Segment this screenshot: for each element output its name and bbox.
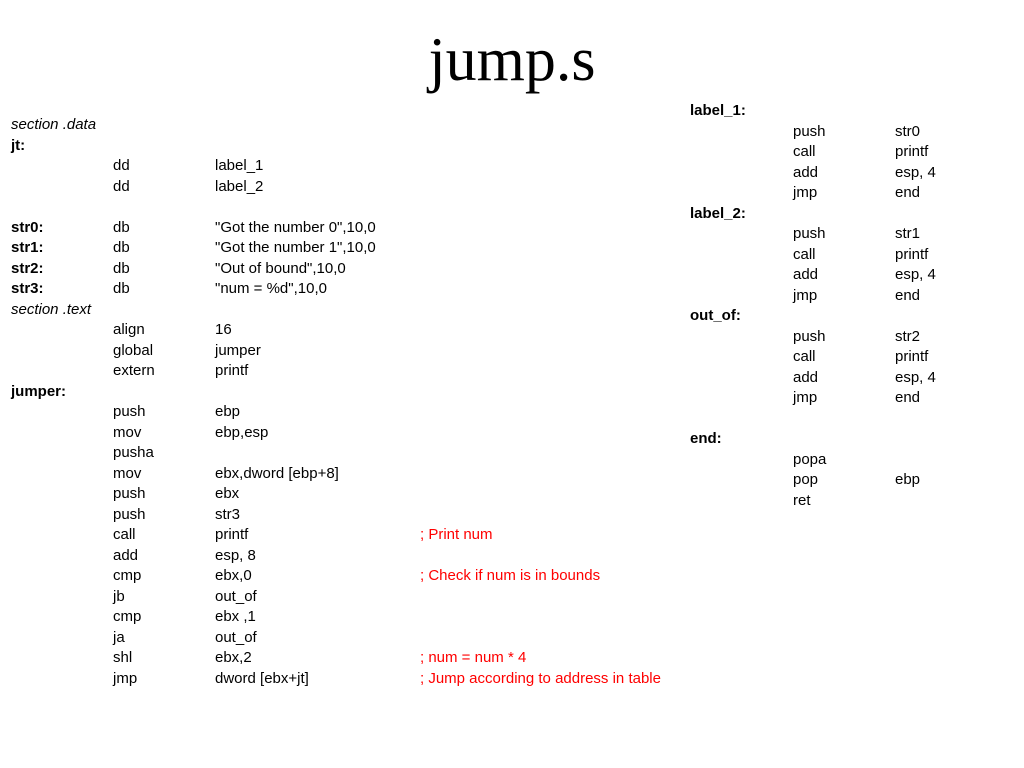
code-line	[11, 628, 691, 649]
code-line	[690, 491, 1010, 512]
instruction-mnemonic: add	[793, 266, 819, 283]
instruction-mnemonic: db	[113, 239, 130, 256]
instruction-operand: ebp	[215, 403, 241, 420]
instruction-mnemonic: jmp	[113, 669, 138, 687]
code-line	[690, 122, 1010, 143]
code-label: label_1:	[690, 102, 746, 119]
instruction-operand: end	[895, 286, 921, 304]
instruction-operand: ebx ,1	[215, 608, 256, 625]
code-comment: ; Check if num is in bounds	[420, 567, 601, 584]
code-comment: ; Print num	[420, 526, 493, 543]
code-line	[11, 320, 691, 341]
code-label: jumper:	[11, 382, 67, 400]
code-line	[11, 238, 691, 259]
code-line	[11, 279, 691, 300]
section-directive: section .text	[11, 300, 92, 318]
instruction-operand: esp, 4	[895, 163, 936, 181]
instruction-mnemonic: push	[793, 122, 826, 140]
code-line	[11, 115, 691, 136]
instruction-operand: label_1	[215, 157, 264, 174]
instruction-mnemonic: dd	[113, 157, 130, 174]
code-comment: ; Jump according to address in table	[420, 669, 661, 687]
code-line	[11, 607, 691, 628]
instruction-operand: printf	[215, 526, 249, 543]
code-line	[690, 470, 1010, 491]
code-line	[11, 156, 691, 177]
code-line	[11, 484, 691, 505]
instruction-mnemonic: ret	[793, 491, 811, 509]
instruction-mnemonic: mov	[113, 423, 142, 441]
code-listing-right	[690, 101, 1010, 511]
code-line	[690, 101, 1010, 122]
code-line	[690, 224, 1010, 245]
instruction-operand: printf	[895, 143, 929, 160]
instruction-mnemonic: popa	[793, 450, 827, 468]
instruction-operand: out_of	[215, 587, 257, 605]
instruction-operand: "num = %d",10,0	[215, 280, 327, 297]
instruction-mnemonic: db	[113, 218, 130, 236]
instruction-operand: printf	[895, 348, 929, 365]
code-line	[690, 265, 1010, 286]
code-line	[11, 443, 691, 464]
instruction-operand: out_of	[215, 628, 257, 646]
code-label: str1:	[11, 239, 44, 256]
instruction-operand: ebx,2	[215, 649, 252, 666]
code-line	[11, 402, 691, 423]
code-line	[11, 136, 691, 157]
code-line	[690, 368, 1010, 389]
code-line	[11, 669, 691, 690]
instruction-mnemonic: push	[113, 505, 146, 523]
instruction-mnemonic: push	[793, 327, 826, 345]
instruction-operand: ebp,esp	[215, 423, 269, 441]
code-label: label_2:	[690, 204, 746, 222]
instruction-operand: "Got the number 0",10,0	[215, 218, 376, 236]
instruction-operand: printf	[215, 362, 249, 379]
code-listing-left	[11, 115, 691, 689]
code-line	[11, 382, 691, 403]
instruction-mnemonic: jmp	[793, 286, 818, 304]
instruction-mnemonic: dd	[113, 177, 130, 195]
code-line	[690, 204, 1010, 225]
instruction-mnemonic: call	[793, 348, 816, 365]
instruction-operand: jumper	[215, 341, 261, 359]
instruction-mnemonic: jb	[113, 587, 125, 605]
code-line	[690, 306, 1010, 327]
code-line	[11, 197, 691, 218]
instruction-mnemonic: ja	[113, 628, 125, 646]
code-line	[11, 218, 691, 239]
instruction-operand: ebx,dword [ebp+8]	[215, 464, 339, 482]
code-line	[11, 177, 691, 198]
code-label: end:	[690, 430, 722, 447]
slide-title: jump.s	[428, 26, 596, 94]
code-line	[11, 259, 691, 280]
instruction-mnemonic: add	[793, 368, 819, 386]
instruction-mnemonic: call	[793, 143, 816, 160]
code-line	[11, 587, 691, 608]
instruction-mnemonic: align	[113, 321, 145, 338]
instruction-mnemonic: cmp	[113, 567, 142, 584]
code-line	[11, 525, 691, 546]
instruction-operand: ebx	[215, 485, 240, 502]
code-label: out_of:	[690, 307, 741, 324]
instruction-operand: ebp	[895, 471, 921, 488]
instruction-operand: str2	[895, 327, 921, 345]
code-line	[11, 300, 691, 321]
code-label: str3:	[11, 280, 44, 297]
code-line	[11, 566, 691, 587]
code-line	[690, 327, 1010, 348]
code-line	[690, 183, 1010, 204]
instruction-mnemonic: cmp	[113, 608, 142, 625]
instruction-mnemonic: db	[113, 280, 130, 297]
instruction-operand: esp, 4	[895, 266, 936, 283]
instruction-mnemonic: mov	[113, 464, 142, 482]
code-line	[11, 423, 691, 444]
instruction-operand: dword [ebx+jt]	[215, 669, 309, 687]
code-comment: ; num = num * 4	[420, 649, 527, 666]
instruction-mnemonic: add	[113, 546, 139, 564]
instruction-mnemonic: pusha	[113, 444, 154, 461]
code-line	[690, 245, 1010, 266]
instruction-mnemonic: call	[113, 526, 136, 543]
code-label: str2:	[11, 259, 44, 277]
instruction-mnemonic: add	[793, 163, 819, 181]
instruction-mnemonic: shl	[113, 649, 133, 666]
code-line	[690, 347, 1010, 368]
instruction-mnemonic: extern	[113, 362, 155, 379]
code-line	[690, 429, 1010, 450]
instruction-mnemonic: global	[113, 341, 154, 359]
code-line	[690, 286, 1010, 307]
instruction-operand: printf	[895, 245, 929, 263]
instruction-operand: str1	[895, 225, 921, 242]
code-line	[690, 450, 1010, 471]
instruction-mnemonic: pop	[793, 471, 819, 488]
code-line	[11, 648, 691, 669]
instruction-operand: esp, 8	[215, 546, 256, 564]
code-line	[11, 361, 691, 382]
instruction-mnemonic: push	[793, 225, 826, 242]
code-line	[11, 464, 691, 485]
instruction-operand: "Got the number 1",10,0	[215, 239, 376, 256]
code-line	[11, 341, 691, 362]
instruction-operand: 16	[215, 321, 232, 338]
code-line	[690, 142, 1010, 163]
code-label: jt:	[11, 136, 26, 154]
instruction-mnemonic: push	[113, 403, 146, 420]
instruction-operand: str0	[895, 122, 921, 140]
instruction-operand: str3	[215, 505, 241, 523]
code-line	[11, 505, 691, 526]
instruction-operand: end	[895, 389, 921, 406]
instruction-operand: esp, 4	[895, 368, 936, 386]
instruction-operand: "Out of bound",10,0	[215, 259, 346, 277]
code-line	[690, 388, 1010, 409]
code-line	[690, 409, 1010, 430]
instruction-operand: end	[895, 184, 921, 201]
instruction-mnemonic: jmp	[793, 389, 818, 406]
code-line	[690, 163, 1010, 184]
instruction-mnemonic: call	[793, 245, 816, 263]
instruction-operand: ebx,0	[215, 567, 252, 584]
code-line	[11, 546, 691, 567]
instruction-mnemonic: push	[113, 485, 146, 502]
instruction-mnemonic: jmp	[793, 184, 818, 201]
instruction-operand: label_2	[215, 177, 264, 195]
instruction-mnemonic: db	[113, 259, 130, 277]
section-directive: section .data	[11, 116, 97, 133]
code-label: str0:	[11, 218, 44, 236]
